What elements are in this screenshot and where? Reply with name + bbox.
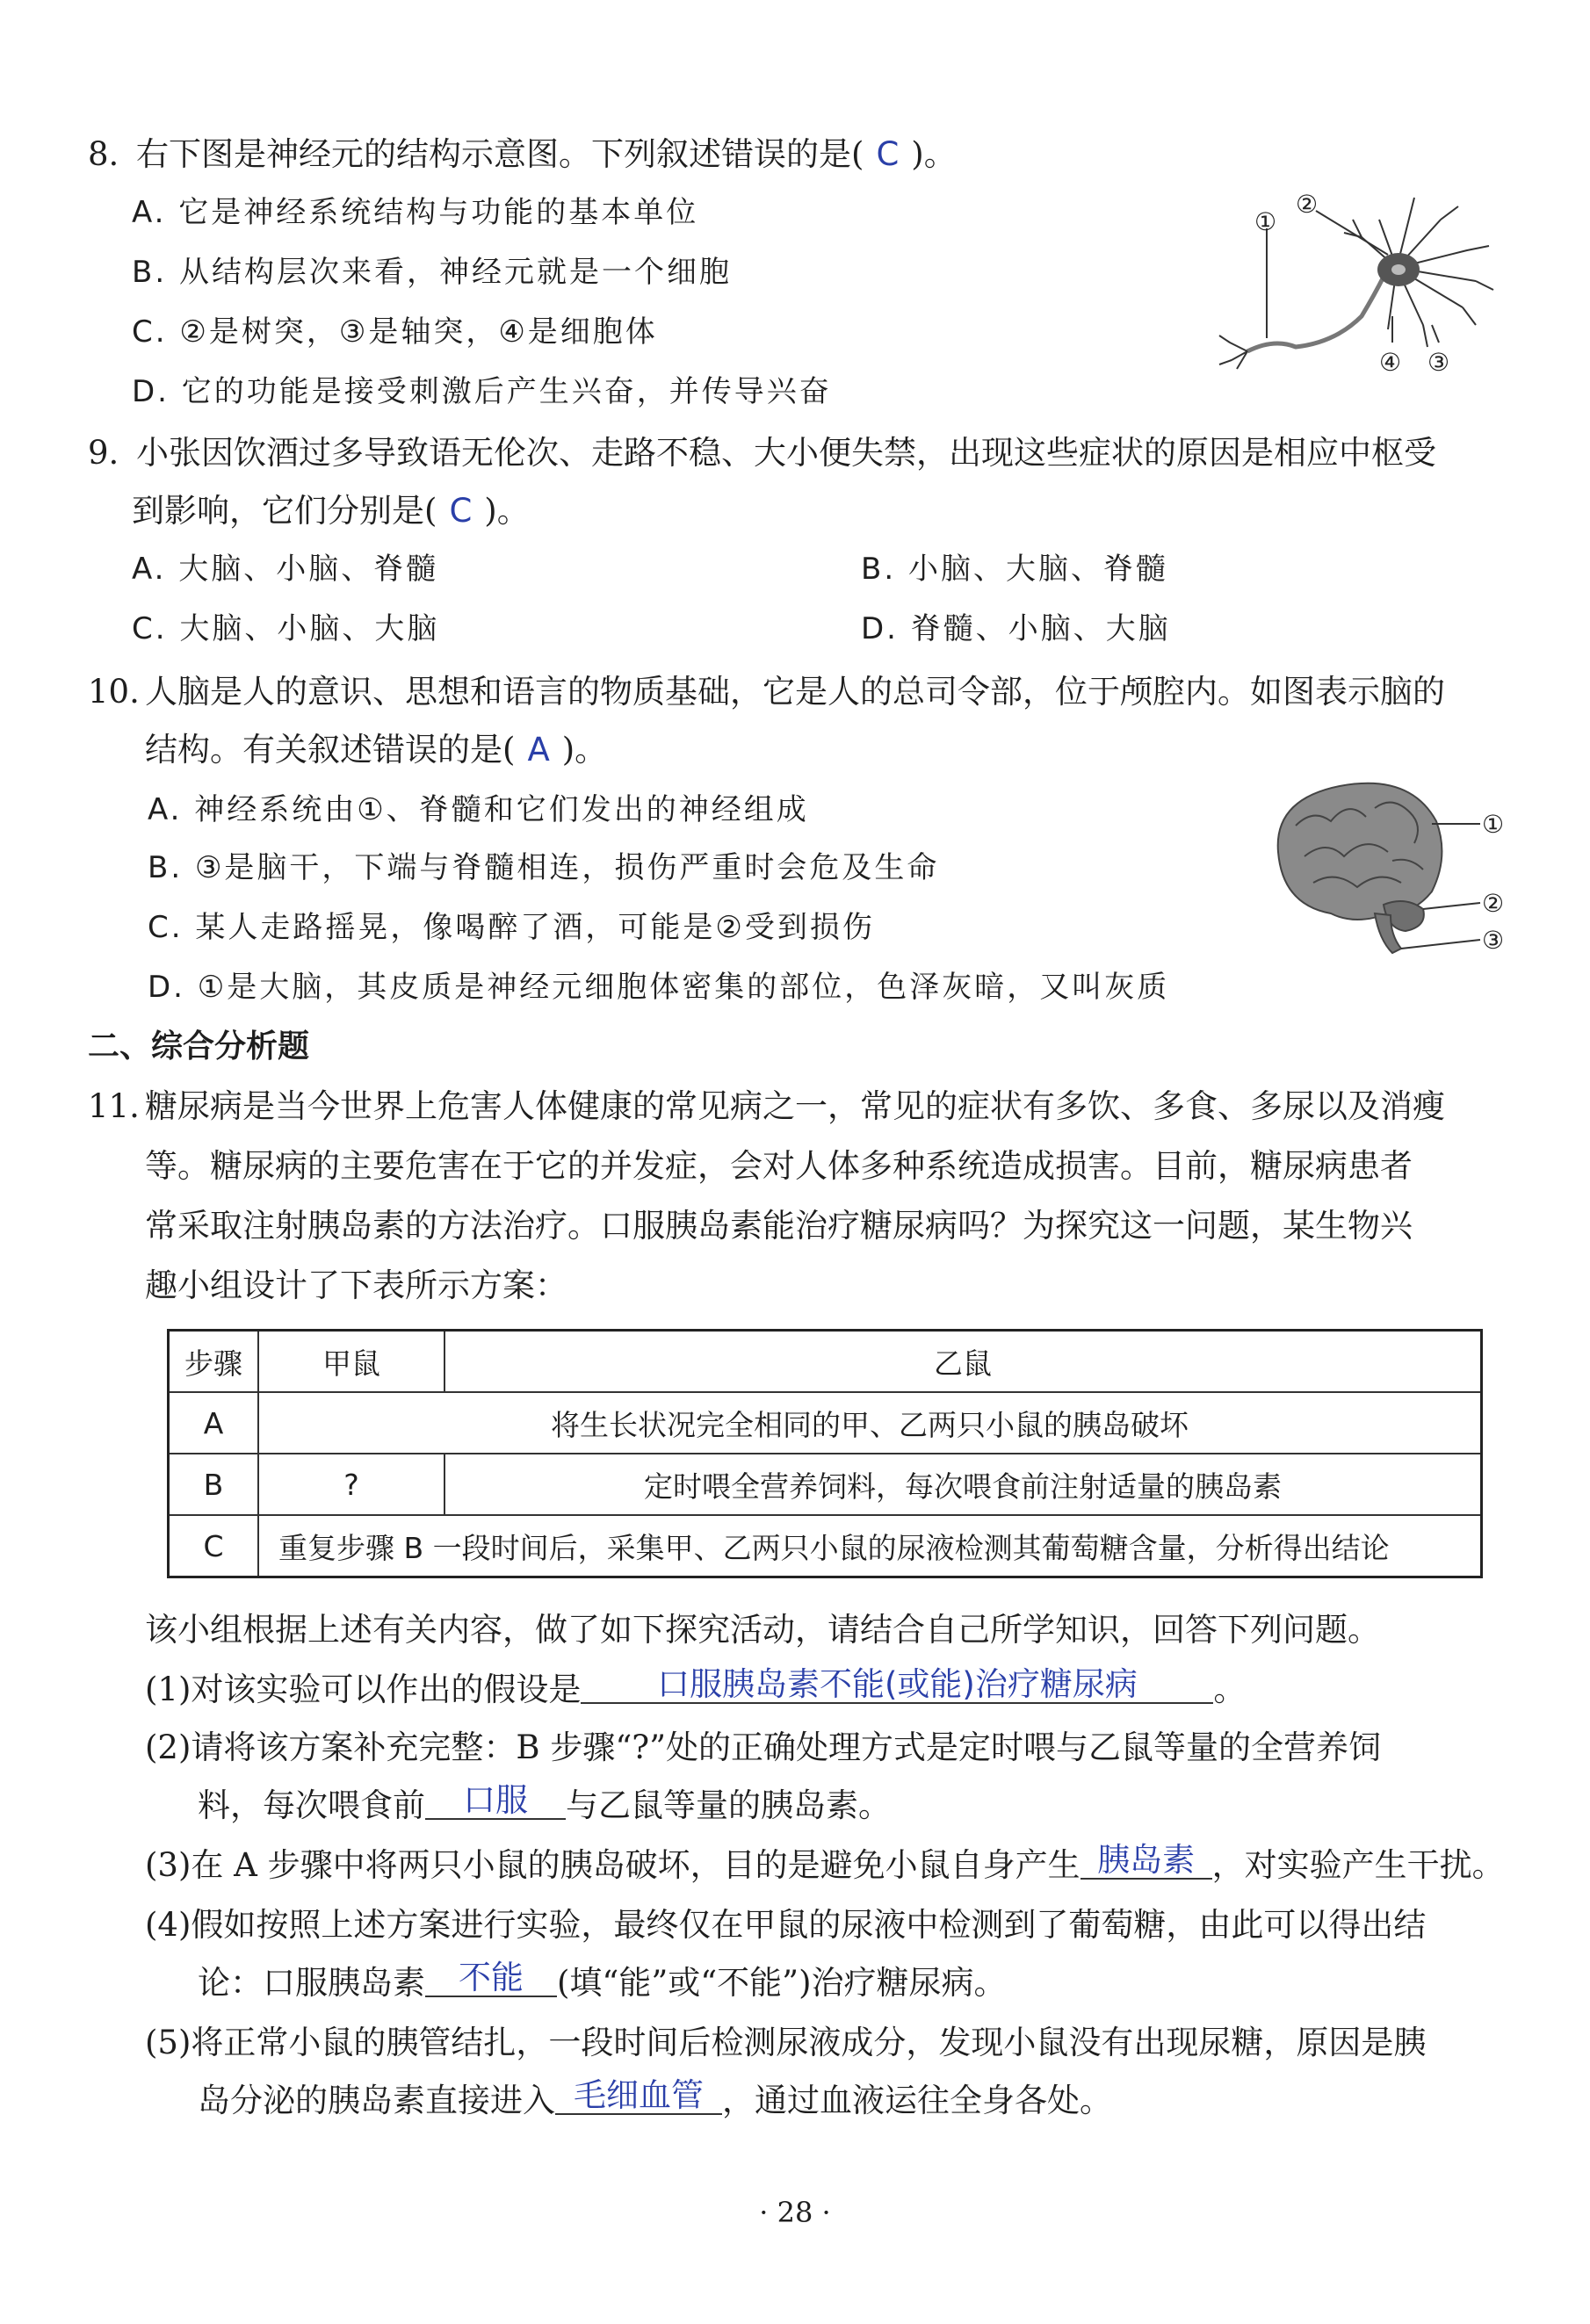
brain-label-2: ②: [1482, 889, 1505, 918]
q11-sub4-line2: 论：口服胰岛素 不能 (填“能”或“不能”)治疗糖尿病。: [198, 1959, 1007, 2002]
brain-diagram: [1261, 773, 1515, 966]
q9-option-a: A. 大脑、小脑、脊髓: [132, 552, 439, 587]
q11-intro-line2: 等。糖尿病的主要危害在于它的并发症，会对人体多种系统造成损害。目前，糖尿病患者: [145, 1147, 1413, 1185]
table-header-jia: 甲鼠: [258, 1331, 444, 1393]
neuron-label-1: ①: [1254, 207, 1277, 236]
q11-sub5-line2: 岛分泌的胰岛素直接进入 毛细血管 ，通过血液运往全身各处。: [198, 2076, 1112, 2119]
q8-stem: 8. 右下图是神经元的结构示意图。下列叙述错误的是( C )。: [88, 135, 957, 173]
q11-sub1: (1)对该实验可以作出的假设是 口服胰岛素不能(或能)治疗糖尿病 。: [145, 1665, 1247, 1708]
table-cell-step-c: C: [169, 1515, 259, 1577]
neuron-nucleus: [1391, 264, 1406, 275]
q9-option-b: B. 小脑、大脑、脊髓: [861, 552, 1168, 587]
neuron-diagram: [1212, 184, 1502, 386]
q10-answer: A: [527, 731, 550, 769]
q10-option-a: A. 神经系统由①、脊髓和它们发出的神经组成: [148, 792, 809, 827]
neuron-label-3-pointer: [1432, 325, 1439, 343]
q10-option-d: D. ①是大脑，其皮质是神经元细胞体密集的部位，色泽灰暗，又叫灰质: [148, 970, 1170, 1005]
table-row: [169, 1515, 1482, 1577]
q9-option-d: D. 脊髓、小脑、大脑: [861, 611, 1171, 646]
table-cell-a-content: 将生长状况完全相同的甲、乙两只小鼠的胰岛破坏: [258, 1392, 1482, 1454]
q8-option-c: C. ②是树突，③是轴突，④是细胞体: [132, 314, 658, 350]
neuron-label-4: ④: [1379, 348, 1402, 377]
q10-stem-line2: 结构。有关叙述错误的是( A )。: [145, 731, 608, 769]
section-title: 二、综合分析题: [88, 1028, 310, 1065]
brain-label-3-pointer: [1401, 940, 1480, 949]
q11-sub2-line2: 料，每次喂食前 口服 与乙鼠等量的胰岛素。: [198, 1781, 891, 1824]
q11-sub5-answer: 毛细血管: [555, 2078, 722, 2115]
brain-label-2-pointer: [1423, 903, 1480, 909]
q11-lead: 该小组根据上述有关内容，做了如下探究活动，请结合自己所学知识，回答下列问题。: [145, 1611, 1380, 1649]
q9-stem-line1: 9. 小张因饮酒过多导致语无伦次、走路不稳、大小便失禁，出现这些症状的原因是相应中枢受: [88, 434, 1436, 472]
table-cell-b-yi: 定时喂全营养饲料，每次喂食前注射适量的胰岛素: [444, 1454, 1482, 1515]
q9-stem-line2: 到影响，它们分别是( C )。: [132, 492, 530, 530]
brain-cerebrum: [1278, 783, 1442, 920]
q10-option-b: B. ③是脑干，下端与脊髓相连，损伤严重时会危及生命: [148, 850, 940, 885]
table-header-step: 步骤: [169, 1331, 259, 1393]
table-row: [169, 1454, 1482, 1515]
q8-option-a: A. 它是神经系统结构与功能的基本单位: [132, 195, 699, 230]
q9-answer: C: [449, 492, 473, 530]
table-cell-step-a: A: [169, 1392, 259, 1454]
page-number: · 28 ·: [759, 2196, 831, 2229]
experiment-table: [167, 1329, 1483, 1578]
neuron-label-3: ③: [1427, 348, 1450, 377]
neuron-axon-terminals: [1219, 336, 1247, 369]
neuron-axon: [1247, 277, 1384, 351]
q11-intro-line3: 常采取注射胰岛素的方法治疗。口服胰岛素能治疗糖尿病吗？为探究这一问题，某生物兴: [145, 1207, 1413, 1245]
q8-answer: C: [876, 135, 900, 173]
q8-option-d: D. 它的功能是接受刺激后产生兴奋，并传导兴奋: [132, 374, 832, 409]
table-cell-c-content: 重复步骤 B 一段时间后，采集甲、乙两只小鼠的尿液检测其葡萄糖含量，分析得出结论: [258, 1515, 1482, 1577]
q11-sub3-answer: 胰岛素: [1080, 1843, 1212, 1880]
table-cell-b-jia: ?: [258, 1454, 444, 1515]
table-header-yi: 乙鼠: [444, 1331, 1482, 1393]
q8-option-b: B. 从结构层次来看，神经元就是一个细胞: [132, 255, 732, 290]
q11-sub2-answer: 口服: [425, 1783, 566, 1820]
neuron-label-2-pointer: [1316, 211, 1388, 255]
q11-intro-line4: 趣小组设计了下表所示方案：: [145, 1267, 567, 1304]
q10-option-c: C. 某人走路摇晃，像喝醉了酒，可能是②受到损伤: [148, 910, 875, 945]
q11-sub2-line1: (2)请将该方案补充完整：B 步骤“?”处的正确处理方式是定时喂与乙鼠等量的全营养饲: [145, 1729, 1382, 1766]
brain-label-1: ①: [1482, 810, 1505, 839]
q11-sub4-line1: (4)假如按照上述方案进行实验，最终仅在甲鼠的尿液中检测到了葡萄糖，由此可以得出结: [145, 1906, 1427, 1944]
q11-sub5-line1: (5)将正常小鼠的胰管结扎，一段时间后检测尿液成分，发现小鼠没有出现尿糖，原因是胰: [145, 2024, 1427, 2061]
q9-option-c: C. 大脑、小脑、大脑: [132, 611, 440, 646]
q11-sub3: (3)在 A 步骤中将两只小鼠的胰岛破坏，目的是避免小鼠自身产生 胰岛素 ，对实验产生干扰。: [145, 1841, 1505, 1884]
neuron-label-2: ②: [1296, 190, 1319, 219]
brain-label-3: ③: [1482, 926, 1505, 955]
table-header-row: [169, 1331, 1482, 1393]
table-row: [169, 1392, 1482, 1454]
q10-stem-line1: 10. 人脑是人的意识、思想和语言的物质基础，它是人的总司令部，位于颅腔内。如图表示脑的: [88, 673, 1445, 711]
q11-sub4-answer: 不能: [425, 1960, 557, 1997]
q11-sub1-answer: 口服胰岛素不能(或能)治疗糖尿病: [581, 1667, 1213, 1704]
q11-intro-line1: 11. 糖尿病是当今世界上危害人体健康的常见病之一，常见的症状有多饮、多食、多尿以及消瘦: [88, 1087, 1445, 1125]
table-cell-step-b: B: [169, 1454, 259, 1515]
